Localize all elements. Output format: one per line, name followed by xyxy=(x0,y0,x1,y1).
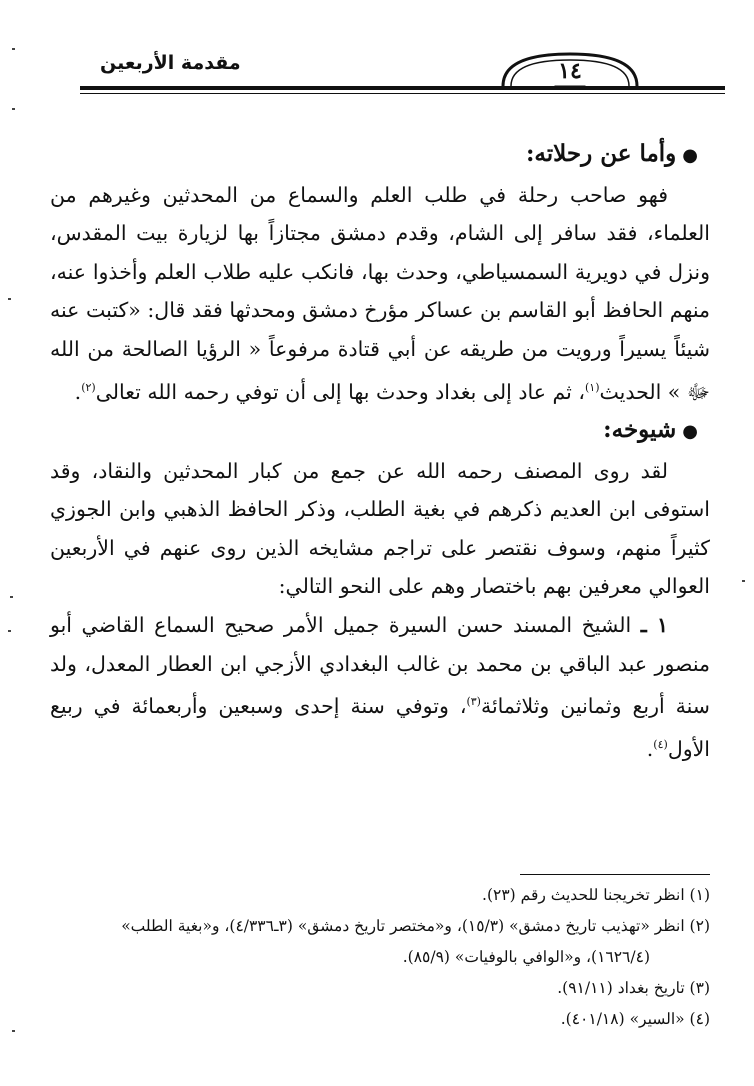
footnote-2: (٢) انظر «تهذيب تاريخ دمشق» (١٥/٣)، و«مختصر تاريخ دمشق» (٣ـ٤/٣٣٦)، و«بغية الطلب» xyxy=(121,917,710,935)
paragraph-travels: فهو صاحب رحلة في طلب العلم والسماع من المحدثين وغيرهم من العلماء، فقد سافر إلى الشام، وقدم دمشق مجتازاً بها لزيارة بيت المقدس، ونزل في دويرية السمسياطي، وحدث بها، فانكب عليه طلاب العلم وأخذوا عنه، منهم الحافظ أبو القاسم بن عساكر مؤرخ دمشق ومحدثها فقد قال: «كتبت عنه شيئاً يسيراً ورويت من طريقه عن أبي قتادة مرفوعاً « الرؤيا الصالحة من الله ﷻ » الحديث$^{(١)}$، ثم عاد إلى بغداد وحدث بها إلى أن توفي رحمه الله تعالى$^{(٢)}$. xyxy=(50,182,710,404)
running-title: مقدمة الأربعين xyxy=(100,52,241,74)
scan-mark xyxy=(12,108,15,110)
section-heading-teachers: ●شيوخه: xyxy=(603,415,698,443)
scan-mark xyxy=(8,298,11,300)
footnote-4: (٤) «السير» (٤٠١/١٨). xyxy=(560,1010,710,1028)
page-number: ١٤ xyxy=(558,58,582,84)
footnote-ref: (٤) xyxy=(653,737,668,751)
footnote-2-continued: (١٦٢٦/٤)، و«الوافي بالوفيات» (٨٥/٩). xyxy=(402,948,650,966)
footnote-1: (١) انظر تخريجنا للحديث رقم (٢٣). xyxy=(482,886,710,904)
footnote-ref: (٢) xyxy=(81,380,96,394)
bullet-icon: ● xyxy=(682,420,698,442)
footnotes-separator xyxy=(520,874,710,875)
page-header xyxy=(80,44,725,104)
main-text xyxy=(50,135,710,768)
scan-mark xyxy=(12,48,15,50)
header-rule-thick xyxy=(80,86,725,90)
scan-mark xyxy=(10,596,13,598)
list-item-teacher-1: ١ ـ الشيخ المسند حسن السيرة جميل الأمر صحيح السماع القاضي أبو منصور عبد الباقي بن محمد بن غالب البغدادي الأزجي ابن العطار المعدل، ولد سنة أربع وثمانين وثلاثمائة$^{(٣)}$، وتوفي سنة إحدى وسبعين وأربعمائة في ربيع الأول$^{(٤)}$. xyxy=(50,612,710,761)
page-number-ornament xyxy=(495,50,645,90)
scan-mark xyxy=(742,580,745,582)
footnote-3: (٣) تاريخ بغداد (٩١/١١). xyxy=(557,979,710,997)
paragraph-teachers: لقد روى المصنف رحمه الله عن جمع من كبار المحدثين والنقاد، وقد استوفى ابن العديم ذكرهم في بغية الطلب، وذكر الحافظ الذهبي وابن الجوزي كثيراً منهم، وسوف نقتصر على تراجم مشايخه الذين روى عنهم في الأربعين العوالي معرفين بهم باختصار وهم على النحو التالي: xyxy=(50,458,710,599)
bullet-icon: ● xyxy=(682,145,698,166)
scan-mark xyxy=(12,1030,15,1032)
item-number: ١ ـ xyxy=(640,612,668,637)
footnote-ref: (٣) xyxy=(466,695,481,709)
scan-mark xyxy=(8,630,11,632)
section-heading-travels: ●وأما عن رحلاته: xyxy=(525,140,698,167)
header-rule-thin xyxy=(80,93,725,94)
footnote-ref: (١) xyxy=(584,380,600,394)
footnotes xyxy=(50,880,710,1035)
